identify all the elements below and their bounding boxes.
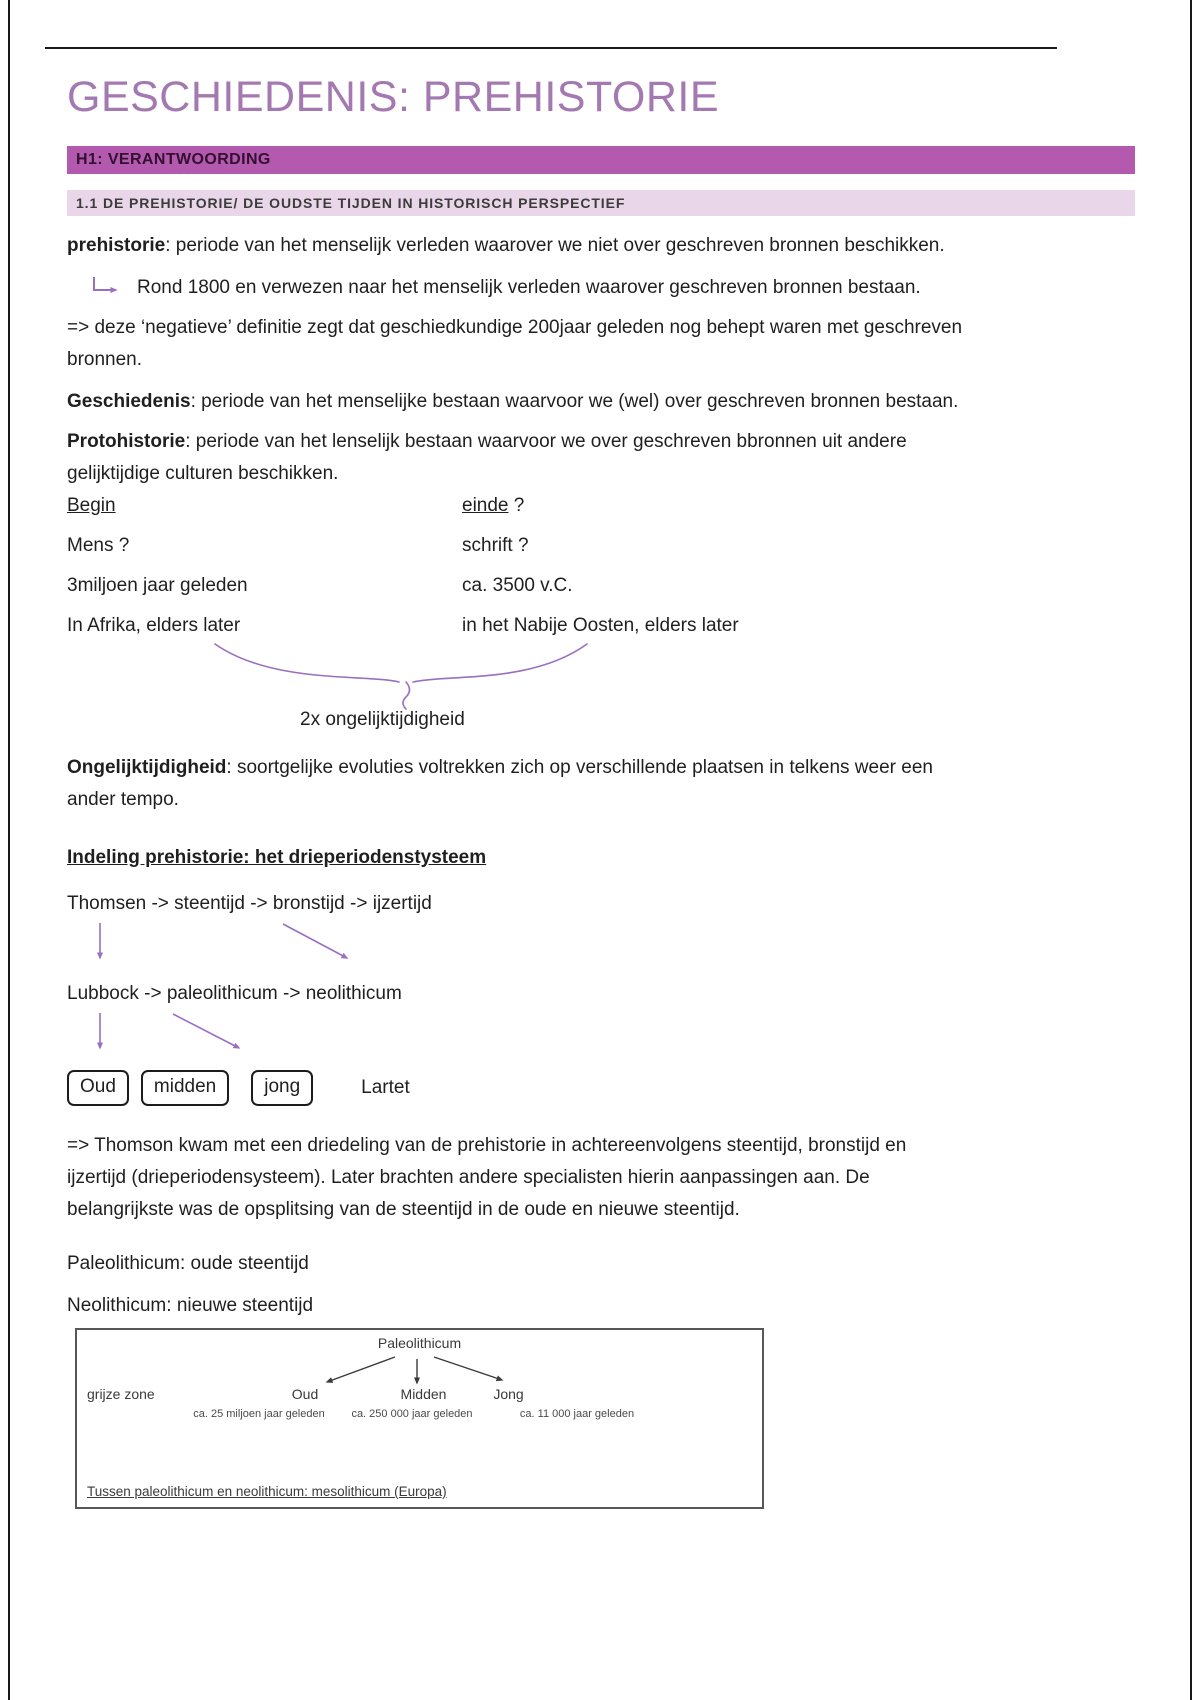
begin-header-text: Begin xyxy=(67,495,116,516)
definition-prehistorie-text: : periode van het menselijk verleden waarover we niet over geschreven bronnen beschikken. xyxy=(165,235,945,256)
term-prehistorie: prehistorie xyxy=(67,235,166,256)
thomson-paragraph-line3: belangrijkste was de opsplitsing van de steentijd in de oude en nieuwe steentijd. xyxy=(67,1199,740,1220)
einde-header-text: einde xyxy=(462,495,509,516)
diagram-period-oud: Oud xyxy=(291,1386,319,1402)
diagram-caption-midden: ca. 250 000 jaar geleden xyxy=(351,1408,473,1420)
term-ongelijktijdigheid: Ongelijktijdigheid xyxy=(67,757,227,778)
period-box-oud: Oud xyxy=(67,1070,129,1106)
lubbock-sequence: Lubbock -> paleolithicum -> neolithicum xyxy=(67,983,402,1004)
note-negatieve-line2: bronnen. xyxy=(67,349,143,370)
page-content xyxy=(67,0,1135,1509)
definition-prehistorie xyxy=(67,230,1135,262)
chapter-heading-banner: H1: VERANTWOORDING xyxy=(67,146,1135,174)
page-border-left xyxy=(8,0,10,1700)
section-heading-banner: 1.1 DE PREHISTORIE/ DE OUDSTE TIJDEN IN HISTORISCH PERSPECTIEF xyxy=(67,190,1135,216)
note-negatieve xyxy=(67,312,1135,376)
mapping-arrows-lubbock xyxy=(67,1010,467,1056)
period-box-midden: midden xyxy=(141,1070,229,1106)
einde-column xyxy=(462,490,739,650)
definition-protohistorie-line2: gelijktijdige culturen beschikken. xyxy=(67,463,339,484)
curly-brace-icon xyxy=(67,640,767,712)
definition-protohistorie-line1: : periode van het lenselijk bestaan waarvoor we over geschreven bbronnen uit andere xyxy=(185,431,907,452)
diagram-period-jong: Jong xyxy=(493,1386,524,1402)
einde-column-header xyxy=(462,490,739,522)
begin-row-3: In Afrika, elders later xyxy=(67,615,241,636)
mapping-arrows-thomsen xyxy=(67,920,467,966)
definition-protohistorie xyxy=(67,426,1135,490)
page-border-right xyxy=(1190,0,1192,1700)
definition-ongelijktijdigheid xyxy=(67,752,1135,816)
period-boxes-row xyxy=(67,1070,1135,1106)
term-protohistorie: Protohistorie xyxy=(67,431,186,452)
thomson-paragraph-line2: ijzertijd (drieperiodensysteem). Later brachten andere specialisten hierin aanpassingen aan. De xyxy=(67,1167,870,1188)
einde-row-1: schrift ? xyxy=(462,535,529,556)
thomson-paragraph-line1: => Thomson kwam met een driedeling van de prehistorie in achtereenvolgens steentijd, bronstijd en xyxy=(67,1135,907,1156)
brace-annotation xyxy=(67,640,1135,738)
ongelijktijdigheid-line2: ander tempo. xyxy=(67,789,179,810)
begin-row-2: 3miljoen jaar geleden xyxy=(67,575,248,596)
diagram-title: Paleolithicum xyxy=(377,1335,462,1351)
begin-row-1: Mens ? xyxy=(67,535,130,556)
brace-label: 2x ongelijktijdigheid xyxy=(300,709,465,730)
sub-note-text: Rond 1800 en verwezen naar het menselijk verleden waarover geschreven bronnen bestaan. xyxy=(137,277,921,298)
thomsen-sequence: Thomsen -> steentijd -> bronstijd -> ijzertijd xyxy=(67,893,432,914)
definition-geschiedenis xyxy=(67,386,1135,418)
diagram-caption-jong: ca. 11 000 jaar geleden xyxy=(519,1408,635,1420)
paleolithicum-definition: Paleolithicum: oude steentijd xyxy=(67,1253,309,1274)
diagram-caption-oud: ca. 25 miljoen jaar geleden xyxy=(193,1408,325,1420)
period-box-jong: jong xyxy=(251,1070,313,1106)
thomson-paragraph xyxy=(67,1130,1135,1226)
elbow-arrow-icon xyxy=(89,277,127,301)
begin-column-header xyxy=(67,490,462,522)
einde-row-2: ca. 3500 v.C. xyxy=(462,575,573,596)
diagram-left-label: grijze zone xyxy=(87,1386,155,1402)
indeling-heading: Indeling prehistorie: het drieperiodenstysteem xyxy=(67,847,487,868)
diagram-bottom-note: Tussen paleolithicum en neolithicum: mesolithicum (Europa) xyxy=(87,1484,447,1499)
begin-column xyxy=(67,490,462,650)
page-title: GESCHIEDENIS: PREHISTORIE xyxy=(67,73,720,121)
ongelijktijdigheid-line1: : soortgelijke evoluties voltrekken zich op verschillende plaatsen in telkens weer een xyxy=(226,757,933,778)
begin-einde-table xyxy=(67,490,1135,650)
einde-header-suffix: ? xyxy=(508,495,525,516)
lartet-label: Lartet xyxy=(361,1077,410,1098)
diagram-period-midden: Midden xyxy=(400,1386,447,1402)
note-negatieve-line1: => deze ‘negatieve’ definitie zegt dat geschiedkundige 200jaar geleden nog behept waren met geschreven xyxy=(67,317,963,338)
sub-note-row xyxy=(67,272,1135,304)
paleolithicum-diagram xyxy=(75,1328,764,1509)
definition-geschiedenis-text: : periode van het menselijke bestaan waarvoor we (wel) over geschreven bronnen bestaan. xyxy=(190,391,959,412)
term-geschiedenis: Geschiedenis xyxy=(67,391,191,412)
einde-row-3: in het Nabije Oosten, elders later xyxy=(462,615,739,636)
neolithicum-definition: Neolithicum: nieuwe steentijd xyxy=(67,1295,314,1316)
